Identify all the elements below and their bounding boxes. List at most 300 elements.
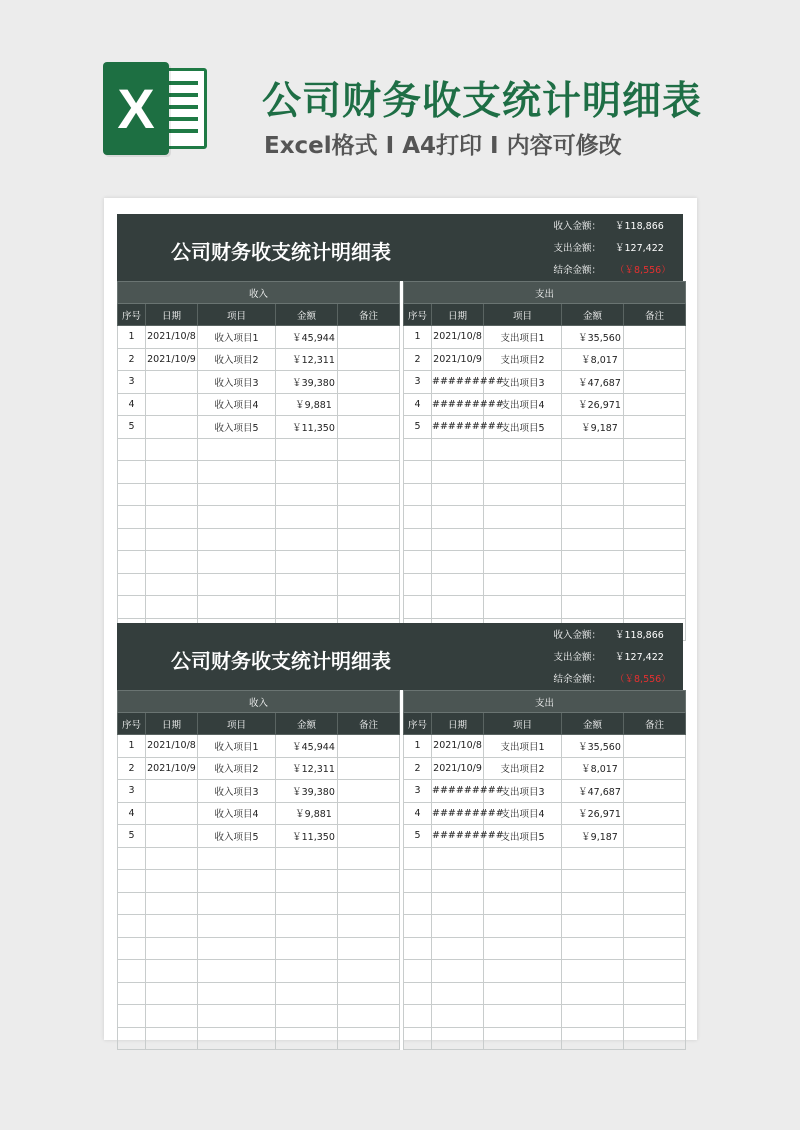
table-cell[interactable]: ￥9,881 (276, 393, 338, 416)
sheet-title: 公司财务收支统计明细表 (171, 240, 391, 264)
empty-cell[interactable] (484, 551, 562, 574)
empty-cell[interactable] (562, 915, 624, 938)
empty-cell[interactable] (484, 461, 562, 484)
empty-cell[interactable] (146, 551, 198, 574)
table-cell[interactable] (338, 348, 400, 371)
empty-cell[interactable] (404, 461, 432, 484)
empty-cell[interactable] (624, 1027, 686, 1050)
table-cell[interactable]: 支出项目4 (484, 393, 562, 416)
table-cell[interactable]: ￥45,944 (276, 735, 338, 758)
empty-cell[interactable] (276, 506, 338, 529)
table-cell[interactable]: 支出项目3 (484, 371, 562, 394)
empty-cell[interactable] (118, 596, 146, 619)
table-cell[interactable]: ######### (432, 371, 484, 394)
empty-cell[interactable] (624, 870, 686, 893)
empty-cell[interactable] (276, 892, 338, 915)
table-cell[interactable]: ￥12,311 (276, 757, 338, 780)
empty-cell[interactable] (404, 892, 432, 915)
table-cell[interactable]: 3 (404, 780, 432, 803)
empty-cell[interactable] (624, 483, 686, 506)
table-cell[interactable]: 支出项目3 (484, 780, 562, 803)
empty-cell[interactable] (146, 1027, 198, 1050)
empty-cell[interactable] (624, 573, 686, 596)
table-cell[interactable]: 2021/10/8 (432, 735, 484, 758)
empty-cell[interactable] (562, 551, 624, 574)
empty-cell[interactable] (404, 596, 432, 619)
empty-cell[interactable] (338, 438, 400, 461)
table-cell[interactable]: 支出项目1 (484, 326, 562, 349)
empty-cell[interactable] (624, 847, 686, 870)
empty-cell[interactable] (198, 1027, 276, 1050)
empty-cell[interactable] (146, 870, 198, 893)
empty-cell[interactable] (562, 528, 624, 551)
empty-cell[interactable] (562, 573, 624, 596)
table-cell[interactable]: ￥39,380 (276, 371, 338, 394)
empty-cell[interactable] (404, 870, 432, 893)
table-cell[interactable] (146, 371, 198, 394)
empty-cell[interactable] (432, 438, 484, 461)
empty-cell[interactable] (432, 982, 484, 1005)
table-cell[interactable]: ￥45,944 (276, 326, 338, 349)
empty-cell[interactable] (432, 506, 484, 529)
empty-cell[interactable] (404, 573, 432, 596)
empty-cell[interactable] (562, 1027, 624, 1050)
empty-cell[interactable] (432, 937, 484, 960)
table-cell[interactable]: 3 (118, 371, 146, 394)
empty-cell[interactable] (562, 461, 624, 484)
empty-cell[interactable] (432, 528, 484, 551)
empty-cell[interactable] (562, 596, 624, 619)
empty-cell[interactable] (118, 483, 146, 506)
empty-cell[interactable] (198, 960, 276, 983)
table-cell[interactable]: 5 (404, 416, 432, 439)
table-cell[interactable] (624, 416, 686, 439)
empty-cell[interactable] (484, 528, 562, 551)
empty-cell[interactable] (198, 483, 276, 506)
table-cell[interactable] (624, 735, 686, 758)
empty-cell[interactable] (146, 982, 198, 1005)
table-cell[interactable] (624, 348, 686, 371)
table-cell[interactable]: 4 (404, 393, 432, 416)
empty-cell[interactable] (624, 937, 686, 960)
table-cell[interactable]: 1 (404, 326, 432, 349)
table-cell[interactable]: 1 (404, 735, 432, 758)
column-header: 日期 (146, 304, 198, 326)
table-cell[interactable] (338, 757, 400, 780)
empty-cell[interactable] (146, 573, 198, 596)
empty-cell[interactable] (404, 483, 432, 506)
ledger-table (117, 690, 686, 1050)
empty-cell[interactable] (338, 573, 400, 596)
table-cell[interactable] (624, 825, 686, 848)
empty-cell[interactable] (276, 1027, 338, 1050)
empty-cell[interactable] (118, 528, 146, 551)
section-row (118, 691, 686, 713)
table-cell[interactable]: ￥8,017 (562, 348, 624, 371)
empty-cell[interactable] (562, 870, 624, 893)
table-cell[interactable] (338, 780, 400, 803)
table-cell[interactable]: ￥9,881 (276, 802, 338, 825)
empty-cell[interactable] (146, 960, 198, 983)
table-cell[interactable]: 4 (118, 802, 146, 825)
table-cell[interactable]: ######### (432, 802, 484, 825)
empty-cell[interactable] (276, 573, 338, 596)
empty-cell[interactable] (484, 870, 562, 893)
empty-cell[interactable] (484, 982, 562, 1005)
empty-cell[interactable] (484, 960, 562, 983)
empty-cell[interactable] (146, 483, 198, 506)
table-cell[interactable] (624, 326, 686, 349)
empty-cell[interactable] (338, 483, 400, 506)
table-cell[interactable]: 支出项目2 (484, 757, 562, 780)
empty-cell[interactable] (624, 551, 686, 574)
empty-cell[interactable] (624, 1005, 686, 1028)
table-cell[interactable]: ￥35,560 (562, 735, 624, 758)
subtitle-format: Excel格式 (264, 133, 378, 159)
table-row (118, 348, 686, 371)
table-cell[interactable]: 支出项目5 (484, 825, 562, 848)
empty-cell[interactable] (146, 438, 198, 461)
empty-cell[interactable] (198, 937, 276, 960)
table-cell[interactable]: 2021/10/8 (146, 735, 198, 758)
table-cell[interactable]: ######### (432, 780, 484, 803)
table-cell[interactable] (338, 735, 400, 758)
empty-cell[interactable] (276, 870, 338, 893)
table-cell[interactable]: 收入项目4 (198, 802, 276, 825)
table-cell[interactable]: 1 (118, 735, 146, 758)
column-header: 序号 (118, 713, 146, 735)
table-cell[interactable] (146, 825, 198, 848)
empty-cell[interactable] (404, 506, 432, 529)
empty-cell[interactable] (338, 982, 400, 1005)
table-cell[interactable] (146, 780, 198, 803)
empty-cell[interactable] (338, 892, 400, 915)
empty-cell[interactable] (432, 960, 484, 983)
empty-cell[interactable] (404, 528, 432, 551)
empty-cell[interactable] (146, 892, 198, 915)
table-cell[interactable] (624, 757, 686, 780)
empty-cell[interactable] (404, 847, 432, 870)
table-cell[interactable]: 2021/10/9 (146, 348, 198, 371)
empty-cell[interactable] (484, 915, 562, 938)
empty-cell[interactable] (276, 596, 338, 619)
empty-row (118, 960, 686, 983)
empty-cell[interactable] (146, 506, 198, 529)
subtitle-separator: I (385, 133, 395, 159)
empty-cell[interactable] (624, 982, 686, 1005)
empty-cell[interactable] (118, 438, 146, 461)
empty-cell[interactable] (484, 847, 562, 870)
empty-cell[interactable] (198, 551, 276, 574)
empty-cell[interactable] (404, 982, 432, 1005)
ledger-sheet (117, 214, 683, 641)
empty-cell[interactable] (404, 551, 432, 574)
table-cell[interactable]: 收入项目1 (198, 326, 276, 349)
table-cell[interactable]: 5 (404, 825, 432, 848)
empty-cell[interactable] (198, 870, 276, 893)
empty-cell[interactable] (118, 960, 146, 983)
subtitle-editable: 内容可修改 (506, 133, 622, 159)
empty-row (118, 573, 686, 596)
table-cell[interactable]: 2021/10/9 (146, 757, 198, 780)
table-cell[interactable]: 收入项目3 (198, 780, 276, 803)
table-cell[interactable] (338, 326, 400, 349)
empty-cell[interactable] (338, 461, 400, 484)
empty-row (118, 982, 686, 1005)
table-cell[interactable]: ￥12,311 (276, 348, 338, 371)
table-cell[interactable] (338, 825, 400, 848)
empty-cell[interactable] (118, 847, 146, 870)
empty-cell[interactable] (432, 596, 484, 619)
table-cell[interactable]: 4 (118, 393, 146, 416)
empty-cell[interactable] (276, 960, 338, 983)
table-cell[interactable] (624, 371, 686, 394)
table-cell[interactable]: 2021/10/8 (432, 326, 484, 349)
table-cell[interactable]: 收入项目5 (198, 416, 276, 439)
empty-cell[interactable] (338, 847, 400, 870)
empty-cell[interactable] (198, 573, 276, 596)
table-cell[interactable]: 3 (404, 371, 432, 394)
empty-cell[interactable] (624, 596, 686, 619)
empty-cell[interactable] (198, 528, 276, 551)
table-cell[interactable]: 2021/10/9 (432, 348, 484, 371)
empty-cell[interactable] (276, 937, 338, 960)
table-cell[interactable]: 2 (118, 757, 146, 780)
table-cell[interactable]: 收入项目2 (198, 757, 276, 780)
table-cell[interactable]: ######### (432, 416, 484, 439)
summary-panel (547, 623, 679, 689)
empty-cell[interactable] (146, 915, 198, 938)
empty-cell[interactable] (484, 596, 562, 619)
table-cell[interactable]: ￥26,971 (562, 802, 624, 825)
empty-cell[interactable] (118, 937, 146, 960)
empty-cell[interactable] (276, 847, 338, 870)
table-cell[interactable]: 1 (118, 326, 146, 349)
table-cell[interactable]: ######### (432, 825, 484, 848)
table-cell[interactable]: ￥39,380 (276, 780, 338, 803)
table-cell[interactable]: 4 (404, 802, 432, 825)
table-cell[interactable]: 2021/10/8 (146, 326, 198, 349)
empty-cell[interactable] (432, 551, 484, 574)
sheet-header (117, 214, 683, 281)
empty-cell[interactable] (198, 982, 276, 1005)
table-row (118, 825, 686, 848)
empty-cell[interactable] (624, 915, 686, 938)
table-cell[interactable]: 2 (404, 348, 432, 371)
empty-cell[interactable] (432, 847, 484, 870)
table-cell[interactable]: ￥9,187 (562, 825, 624, 848)
empty-cell[interactable] (484, 483, 562, 506)
table-cell[interactable]: ######### (432, 393, 484, 416)
empty-cell[interactable] (198, 892, 276, 915)
empty-cell[interactable] (484, 506, 562, 529)
summary-label: 收入金额： (553, 221, 601, 232)
empty-cell[interactable] (432, 892, 484, 915)
empty-cell[interactable] (432, 1027, 484, 1050)
empty-cell[interactable] (404, 915, 432, 938)
table-cell[interactable] (624, 802, 686, 825)
table-cell[interactable]: 收入项目2 (198, 348, 276, 371)
empty-cell[interactable] (562, 892, 624, 915)
empty-cell[interactable] (432, 915, 484, 938)
sheet-title: 公司财务收支统计明细表 (171, 649, 391, 673)
table-cell[interactable] (338, 802, 400, 825)
table-cell[interactable]: 5 (118, 825, 146, 848)
summary-label: 支出金额： (553, 652, 601, 663)
summary-row (547, 214, 679, 236)
table-cell[interactable]: 5 (118, 416, 146, 439)
table-cell[interactable]: ￥35,560 (562, 326, 624, 349)
empty-cell[interactable] (484, 892, 562, 915)
empty-cell[interactable] (562, 438, 624, 461)
excel-icon (103, 62, 207, 155)
empty-cell[interactable] (338, 870, 400, 893)
empty-cell[interactable] (146, 937, 198, 960)
empty-cell[interactable] (562, 937, 624, 960)
empty-cell[interactable] (198, 1005, 276, 1028)
table-cell[interactable]: 收入项目4 (198, 393, 276, 416)
table-cell[interactable]: 支出项目4 (484, 802, 562, 825)
empty-cell[interactable] (146, 847, 198, 870)
empty-cell[interactable] (484, 937, 562, 960)
empty-cell[interactable] (432, 483, 484, 506)
table-cell[interactable]: ￥11,350 (276, 416, 338, 439)
empty-cell[interactable] (276, 551, 338, 574)
empty-cell[interactable] (118, 461, 146, 484)
table-cell[interactable]: 支出项目2 (484, 348, 562, 371)
empty-cell[interactable] (624, 892, 686, 915)
empty-cell[interactable] (624, 506, 686, 529)
empty-cell[interactable] (276, 1005, 338, 1028)
empty-cell[interactable] (624, 528, 686, 551)
table-cell[interactable]: ￥8,017 (562, 757, 624, 780)
table-row (118, 735, 686, 758)
table-cell[interactable]: ￥9,187 (562, 416, 624, 439)
table-cell[interactable] (624, 780, 686, 803)
ledger-table (117, 281, 686, 641)
empty-cell[interactable] (198, 438, 276, 461)
column-header: 项目 (484, 713, 562, 735)
empty-cell[interactable] (484, 1005, 562, 1028)
empty-cell[interactable] (624, 438, 686, 461)
summary-value: ￥127,422 (615, 243, 664, 254)
table-cell[interactable]: 2 (118, 348, 146, 371)
empty-cell[interactable] (404, 1005, 432, 1028)
empty-cell[interactable] (198, 915, 276, 938)
table-cell[interactable] (146, 802, 198, 825)
table-cell[interactable] (146, 393, 198, 416)
table-cell[interactable] (624, 393, 686, 416)
empty-cell[interactable] (338, 1027, 400, 1050)
empty-cell[interactable] (338, 528, 400, 551)
table-cell[interactable]: 支出项目5 (484, 416, 562, 439)
empty-cell[interactable] (338, 915, 400, 938)
empty-cell[interactable] (404, 960, 432, 983)
empty-cell[interactable] (432, 1005, 484, 1028)
table-cell[interactable]: 支出项目1 (484, 735, 562, 758)
table-cell[interactable]: 2021/10/9 (432, 757, 484, 780)
empty-cell[interactable] (562, 982, 624, 1005)
table-cell[interactable] (338, 371, 400, 394)
empty-cell[interactable] (276, 528, 338, 551)
empty-cell[interactable] (118, 573, 146, 596)
table-cell[interactable]: ￥11,350 (276, 825, 338, 848)
empty-cell[interactable] (404, 1027, 432, 1050)
empty-cell[interactable] (484, 438, 562, 461)
empty-cell[interactable] (484, 1027, 562, 1050)
empty-cell[interactable] (562, 483, 624, 506)
empty-cell[interactable] (338, 596, 400, 619)
empty-cell[interactable] (276, 461, 338, 484)
table-cell[interactable]: ￥26,971 (562, 393, 624, 416)
empty-cell[interactable] (198, 596, 276, 619)
empty-cell[interactable] (198, 461, 276, 484)
empty-cell[interactable] (432, 870, 484, 893)
empty-cell[interactable] (146, 1005, 198, 1028)
expense-section-label: 支出 (404, 691, 686, 713)
empty-cell[interactable] (624, 461, 686, 484)
empty-cell[interactable] (624, 960, 686, 983)
table-cell[interactable] (338, 393, 400, 416)
summary-label: 收入金额： (553, 630, 601, 641)
column-header: 金额 (562, 304, 624, 326)
empty-cell[interactable] (338, 1005, 400, 1028)
table-cell[interactable] (338, 416, 400, 439)
empty-cell[interactable] (562, 506, 624, 529)
empty-cell[interactable] (118, 1027, 146, 1050)
table-cell[interactable]: 收入项目5 (198, 825, 276, 848)
empty-cell[interactable] (338, 551, 400, 574)
empty-cell[interactable] (146, 461, 198, 484)
empty-cell[interactable] (118, 982, 146, 1005)
empty-cell[interactable] (118, 551, 146, 574)
empty-cell[interactable] (338, 960, 400, 983)
empty-cell[interactable] (404, 438, 432, 461)
empty-cell[interactable] (432, 461, 484, 484)
empty-cell[interactable] (198, 506, 276, 529)
empty-cell[interactable] (276, 982, 338, 1005)
empty-cell[interactable] (118, 1005, 146, 1028)
empty-cell[interactable] (432, 573, 484, 596)
empty-cell[interactable] (338, 506, 400, 529)
empty-cell[interactable] (118, 506, 146, 529)
column-header: 日期 (432, 304, 484, 326)
empty-cell[interactable] (118, 870, 146, 893)
empty-cell[interactable] (562, 960, 624, 983)
table-cell[interactable]: 2 (404, 757, 432, 780)
empty-cell[interactable] (338, 937, 400, 960)
empty-cell[interactable] (276, 483, 338, 506)
empty-cell[interactable] (562, 1005, 624, 1028)
income-section-label: 收入 (118, 282, 400, 304)
empty-cell[interactable] (276, 915, 338, 938)
empty-cell[interactable] (198, 847, 276, 870)
empty-cell[interactable] (404, 937, 432, 960)
empty-cell[interactable] (484, 573, 562, 596)
empty-cell[interactable] (118, 892, 146, 915)
empty-cell[interactable] (118, 915, 146, 938)
table-cell[interactable]: 3 (118, 780, 146, 803)
table-cell[interactable]: 收入项目1 (198, 735, 276, 758)
table-cell[interactable]: ￥47,687 (562, 780, 624, 803)
empty-cell[interactable] (276, 438, 338, 461)
table-cell[interactable] (146, 416, 198, 439)
table-cell[interactable]: 收入项目3 (198, 371, 276, 394)
empty-cell[interactable] (146, 596, 198, 619)
empty-cell[interactable] (146, 528, 198, 551)
empty-cell[interactable] (562, 847, 624, 870)
table-cell[interactable]: ￥47,687 (562, 371, 624, 394)
